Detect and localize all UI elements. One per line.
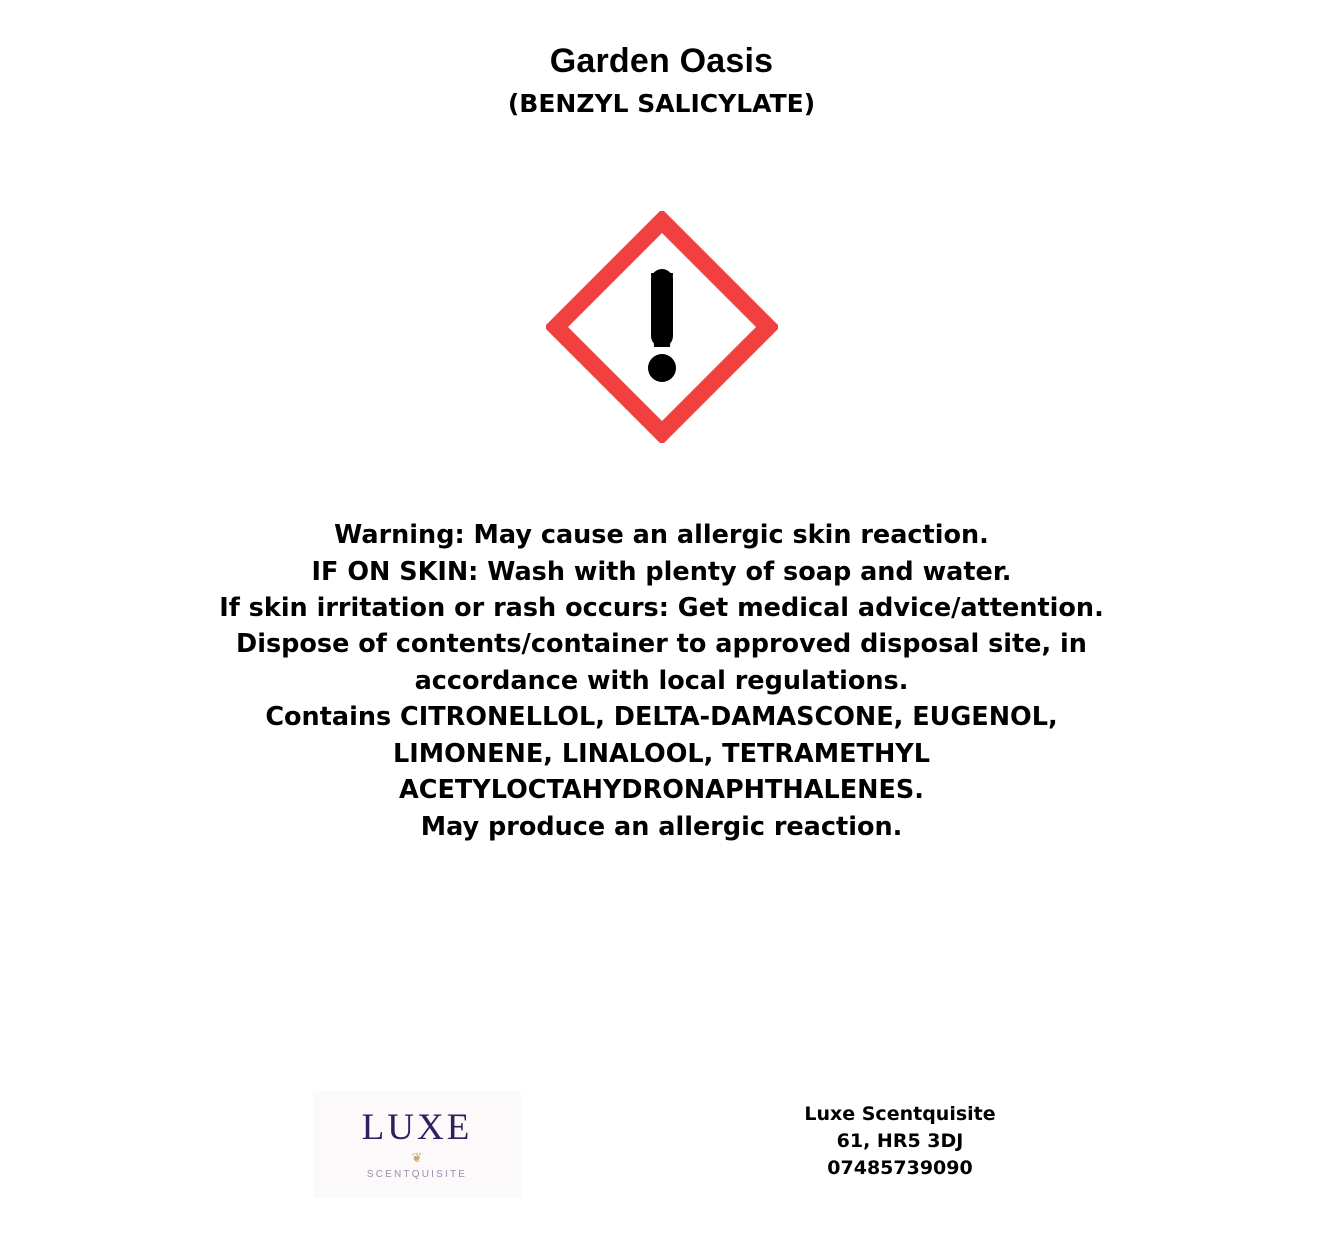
hazard-line: May produce an allergic reaction.	[420, 811, 903, 842]
label-footer	[0, 1091, 1323, 1203]
hazard-line: IF ON SKIN: Wash with plenty of soap and water.	[311, 556, 1012, 587]
hazard-line: Warning: May cause an allergic skin reaction.	[334, 520, 989, 551]
product-inci-name: (BENZYL SALICYLATE)	[507, 89, 816, 119]
hazard-line: If skin irritation or rash occurs: Get medical advice/attention.	[219, 593, 1104, 623]
page-title: Garden Oasis	[549, 42, 774, 80]
company-address: 61, HR5 3DJ	[836, 1129, 964, 1152]
ghs07-exclamation-mark-icon	[546, 211, 778, 443]
pictogram-row	[0, 211, 1323, 443]
hazard-line: LIMONENE, LINALOOL, TETRAMETHYL	[392, 738, 931, 769]
company-name: Luxe Scentquisite	[804, 1103, 996, 1125]
hazard-line: accordance with local regulations.	[414, 665, 909, 696]
brand-logo-wordmark: LUXE	[361, 1107, 473, 1148]
hazard-statements	[0, 517, 1323, 845]
company-details	[640, 1101, 1160, 1182]
label-header	[0, 0, 1323, 119]
brand-logo	[313, 1091, 521, 1198]
hazard-line: Contains CITRONELLOL, DELTA-DAMASCONE, EUGENOL,	[265, 702, 1058, 733]
hazard-line: Dispose of contents/container to approved disposal site, in	[236, 629, 1087, 660]
brand-logo-ornament-icon: ❦	[411, 1151, 423, 1166]
brand-logo-subtitle: SCENTQUISITE	[366, 1169, 468, 1180]
company-phone: 07485739090	[827, 1156, 973, 1179]
hazard-line: ACETYLOCTAHYDRONAPHTHALENES.	[399, 775, 924, 806]
